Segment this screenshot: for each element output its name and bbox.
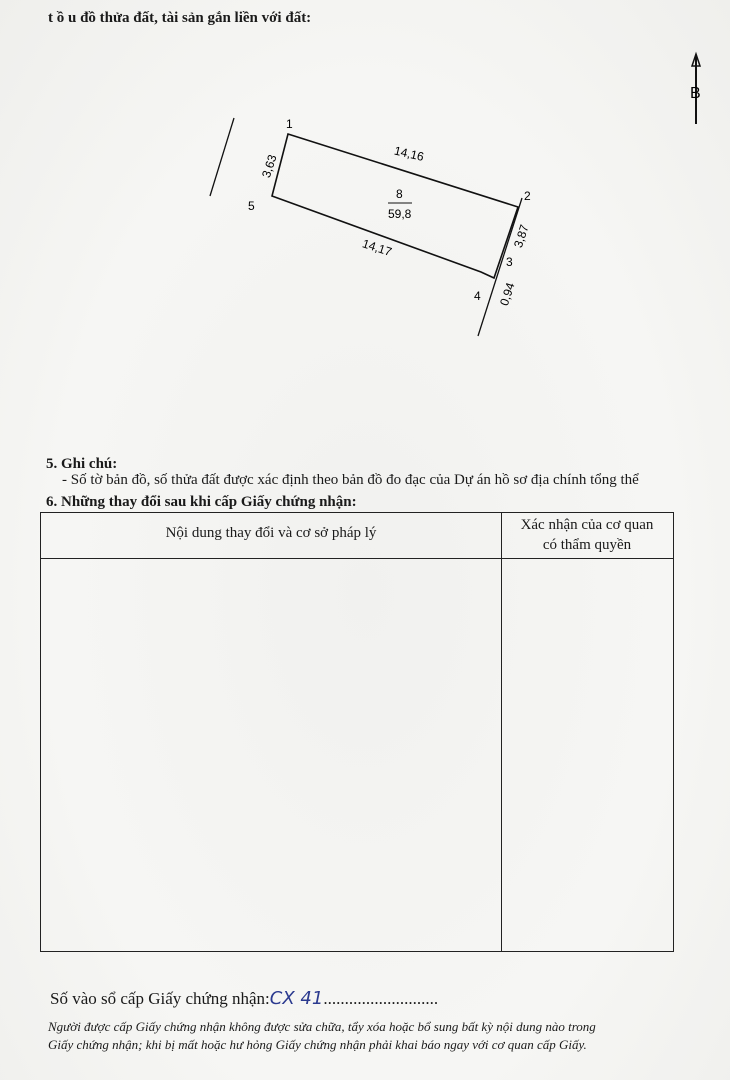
parcel-area: 59,8 — [388, 207, 412, 221]
authority-header-line1: Xác nhận của cơ quan — [520, 517, 654, 533]
registry-dots: ........................... — [323, 989, 439, 1008]
parcel-number: 8 — [396, 187, 403, 201]
vertex-1: 1 — [286, 117, 293, 131]
notes-title: 5. Ghi chú: — [46, 456, 118, 472]
footer-note — [48, 1018, 688, 1054]
authority-confirmation-header — [501, 515, 673, 555]
header-divider — [41, 558, 673, 559]
registry-label: Số vào sổ cấp Giấy chứng nhận: — [50, 989, 270, 1008]
vertex-2: 2 — [524, 189, 531, 203]
registry-number — [50, 988, 438, 1009]
parcel-diagram — [0, 0, 730, 360]
authority-header-line2: có thẩm quyền — [542, 537, 632, 553]
vertex-4: 4 — [474, 289, 481, 303]
footer-line-2: Giấy chứng nhận; khi bị mất hoặc hư hỏng Giấy chứng nhận phải khai báo ngay với cơ quan cấp Giấy. — [48, 1037, 587, 1052]
adjacent-line-left — [210, 118, 234, 196]
registry-value: CX 41 — [269, 988, 324, 1009]
section-heading: t ồ u đồ thửa đất, tài sản gắn liền với đất: — [48, 10, 312, 26]
vertex-3: 3 — [506, 255, 513, 269]
edge-length-5-1: 3,63 — [259, 152, 280, 180]
north-arrow — [690, 54, 701, 124]
changes-content-header: Nội dung thay đổi và cơ sở pháp lý — [165, 525, 377, 541]
column-divider — [501, 513, 502, 951]
changes-table — [40, 512, 674, 952]
north-label: B — [690, 85, 701, 102]
notes-line: - Số tờ bản đồ, số thửa đất được xác định theo bản đồ đo đạc của Dự án hồ sơ địa chính tổng thể — [62, 472, 639, 488]
adjacent-line-right — [478, 198, 522, 336]
edge-length-2-3: 3,87 — [511, 222, 532, 250]
footer-line-1: Người được cấp Giấy chứng nhận không được sửa chữa, tẩy xóa hoặc bổ sung bất kỳ nội dung nào trong — [48, 1019, 596, 1034]
vertex-5: 5 — [248, 199, 255, 213]
edge-length-3-4: 0,94 — [497, 280, 518, 308]
edge-length-4-5: 14,17 — [360, 236, 394, 259]
edge-length-1-2: 14,16 — [392, 143, 426, 164]
changes-title: 6. Những thay đổi sau khi cấp Giấy chứng nhận: — [46, 494, 357, 510]
